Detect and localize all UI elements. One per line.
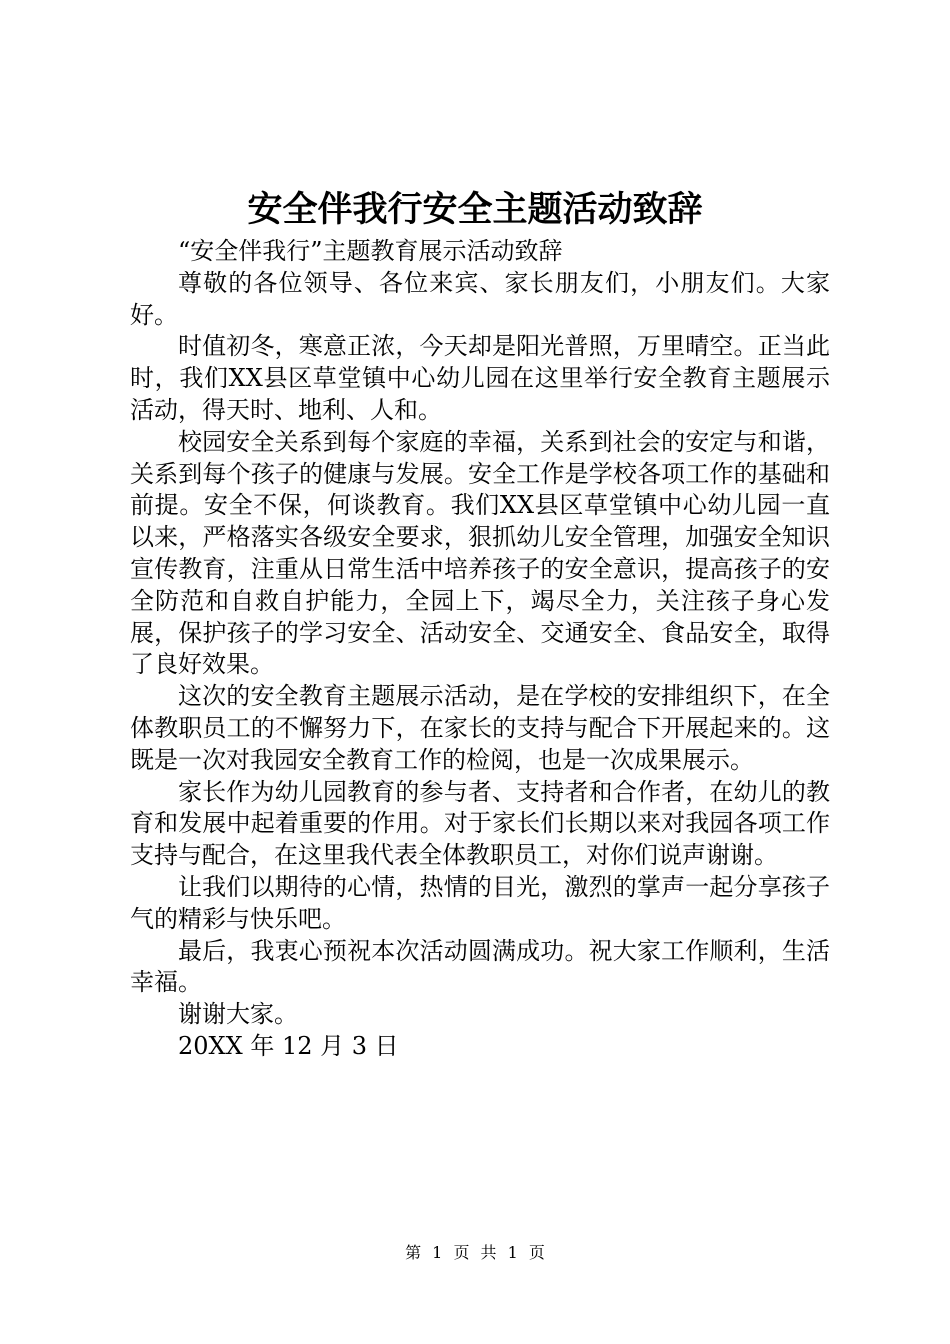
body-paragraph: 让我们以期待的心情，热情的目光，激烈的掌声一起分享孩子气的精彩与快乐吧。: [130, 872, 830, 933]
body-paragraph: 时值初冬，寒意正浓，今天却是阳光普照，万里晴空。正当此时，我们XX县区草堂镇中心幼儿园在这里举行安全教育主题展示活动，得天时、地利、人和。: [130, 332, 830, 424]
document-body: [130, 236, 830, 1063]
page-footer: 第 1 页 共 1 页: [405, 1243, 545, 1262]
closing-paragraph: 谢谢大家。: [178, 1000, 298, 1029]
date-line: 20XX 年 12 月 3 日: [178, 1031, 399, 1060]
subtitle-paragraph: “安全伴我行”主题教育展示活动致辞: [178, 237, 563, 265]
document-title: 安全伴我行安全主题活动致辞: [247, 189, 703, 230]
body-paragraph: 最后，我衷心预祝本次活动圆满成功。祝大家工作顺利，生活幸福。: [130, 936, 830, 997]
greeting-paragraph: 尊敬的各位领导、各位来宾、家长朋友们，小朋友们。大家好。: [130, 268, 830, 329]
body-paragraph: 家长作为幼儿园教育的参与者、支持者和合作者，在幼儿的教育和发展中起着重要的作用。对于家长们长期以来对我园各项工作支持与配合，在这里我代表全体教职员工，对你们说声谢谢。: [130, 777, 830, 870]
body-paragraph: 这次的安全教育主题展示活动，是在学校的安排组织下，在全体教职员工的不懈努力下，在家长的支持与配合下开展起来的。这既是一次对我园安全教育工作的检阅，也是一次成果展示。: [130, 682, 830, 774]
body-paragraph: 校园安全关系到每个家庭的幸福，关系到社会的安定与和谐，关系到每个孩子的健康与发展。安全工作是学校各项工作的基础和前提。安全不保，何谈教育。我们XX县区草堂镇中心幼儿园一直以来，严格落实各级安全要求，狠抓幼儿安全管理，加强安全知识宣传教育，注重从日常生活中培养孩子的安全意识，提高孩子的安全防范和自救自护能力，全园上下，竭尽全力，关注孩子身心发展，保护孩子的学习安全、活动安全、交通安全、食品安全，取得了良好效果。: [130, 427, 830, 679]
